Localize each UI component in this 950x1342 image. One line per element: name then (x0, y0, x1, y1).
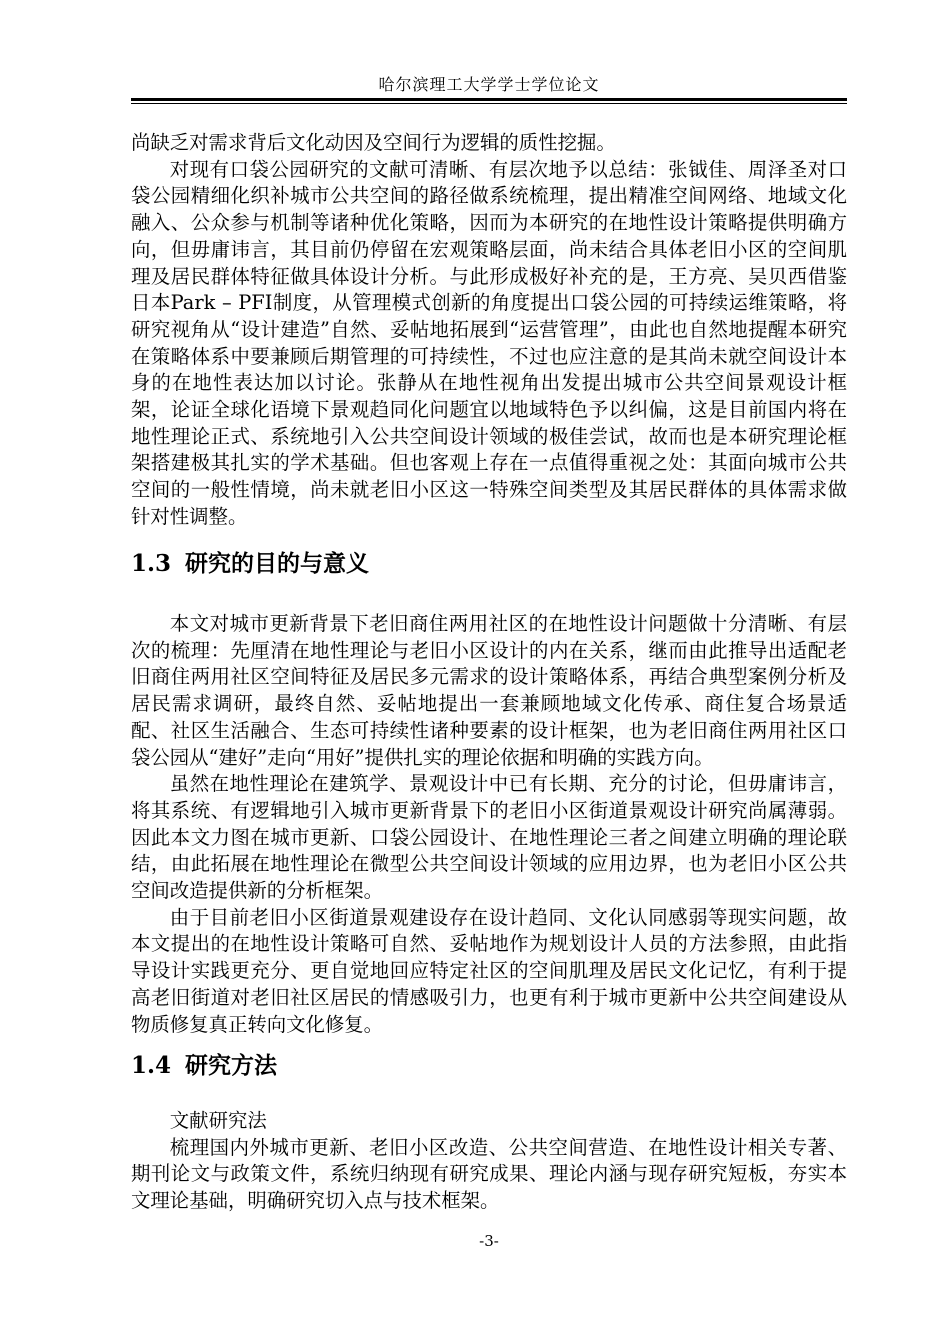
paragraph-theoretical-significance: 虽然在地性理论在建筑学、景观设计中已有长期、充分的讨论，但毋庸讳言，将其系统、有逻辑地引入城市更新背景下的老旧小区街道景观设计研究尚属薄弱。因此本文力图在城市更新、口袋公园设计、在地性理论三者之间建立明确的理论联结，由此拓展在地性理论在微型公共空间设计领域的应用边界，也为老旧小区公共空间改造提供新的分析框架。 (131, 772, 847, 903)
section-heading-1-3 (131, 548, 847, 580)
running-header: 哈尔滨理工大学学士学位论文 (378, 75, 600, 94)
header-rule-thin (131, 103, 847, 104)
section-number: 1.3 (131, 550, 172, 577)
paragraph-continued: 尚缺乏对需求背后文化动因及空间行为逻辑的质性挖掘。 (131, 131, 616, 154)
literature-review-block (131, 130, 847, 531)
research-methods-block (131, 1108, 847, 1215)
method-subheading: 文献研究法 (169, 1109, 267, 1132)
paragraph-pocket-park-review: 对现有口袋公园研究的文献可清晰、有层次地予以总结：张钺佳、周泽圣对口袋公园精细化织补城市公共空间的路径做系统梳理，提出精准空间网络、地域文化融入、公众参与机制等诸种优化策略，因而为本研究的在地性设计策略提供明确方向，但毋庸讳言，其目前仍停留在宏观策略层面，尚未结合具体老旧小区的空间肌理及居民群体特征做具体设计分析。与此形成极好补充的是，王方亮、吴贝西借鉴日本Park – PFI制度，从管理模式创新的角度提出口袋公园的可持续运维策略，将研究视角从“设计建造”自然、妥帖地拓展到“运营管理”，由此也自然地提醒本研究在策略体系中要兼顾后期管理的可持续性，不过也应注意的是其尚未就空间设计本身的在地性表达加以讨论。张静从在地性视角出发提出城市公共空间景观设计框架，论证全球化语境下景观趋同化问题宜以地域特色予以纠偏，这是目前国内将在地性理论正式、系统地引入公共空间设计领域的极佳尝试，故而也是本研究理论框架搭建极其扎实的学术基础。但也客观上存在一点值得重视之处：其面向城市公共空间的一般性情境，尚未就老旧小区这一特殊空间类型及其居民群体的具体需求做针对性调整。 (131, 157, 847, 528)
purpose-significance-block (131, 611, 847, 1038)
paragraph-practical-significance: 由于目前老旧小区街道景观建设存在设计趋同、文化认同感弱等现实问题，故本文提出的在地性设计策略可自然、妥帖地作为规划设计人员的方法参照，由此指导设计实践更充分、更自觉地回应特定社区的空间肌理及居民文化记忆，有利于提高老旧街道对老旧社区居民的情感吸引力，也更有利于城市更新中公共空间建设从物质修复真正转向文化修复。 (131, 905, 847, 1036)
paragraph-literature-method: 梳理国内外城市更新、老旧小区改造、公共空间营造、在地性设计相关专著、期刊论文与政策文件，系统归纳现有研究成果、理论内涵与现存研究短板，夯实本文理论基础，明确研究切入点与技术框架。 (131, 1135, 847, 1213)
section-number: 1.4 (131, 1052, 172, 1079)
section-heading-1-4 (131, 1050, 847, 1082)
page-number: -3- (479, 1232, 499, 1250)
section-title: 研究的目的与意义 (185, 551, 370, 577)
section-title: 研究方法 (185, 1053, 278, 1079)
header-rule-thick (131, 98, 847, 101)
paragraph-purpose: 本文对城市更新背景下老旧商住两用社区的在地性设计问题做十分清晰、有层次的梳理：先厘清在地性理论与老旧小区设计的内在关系，继而由此推导出适配老旧商住两用社区空间特征及居民多元需求的设计策略体系，再结合典型案例分析及居民需求调研，最终自然、妥帖地提出一套兼顾地域文化传承、商住复合场景适配、社区生活融合、生态可持续性诸种要素的设计框架，也为老旧商住两用社区口袋公园从“建好”走向“用好”提供扎实的理论依据和明确的实践方向。 (131, 612, 847, 769)
